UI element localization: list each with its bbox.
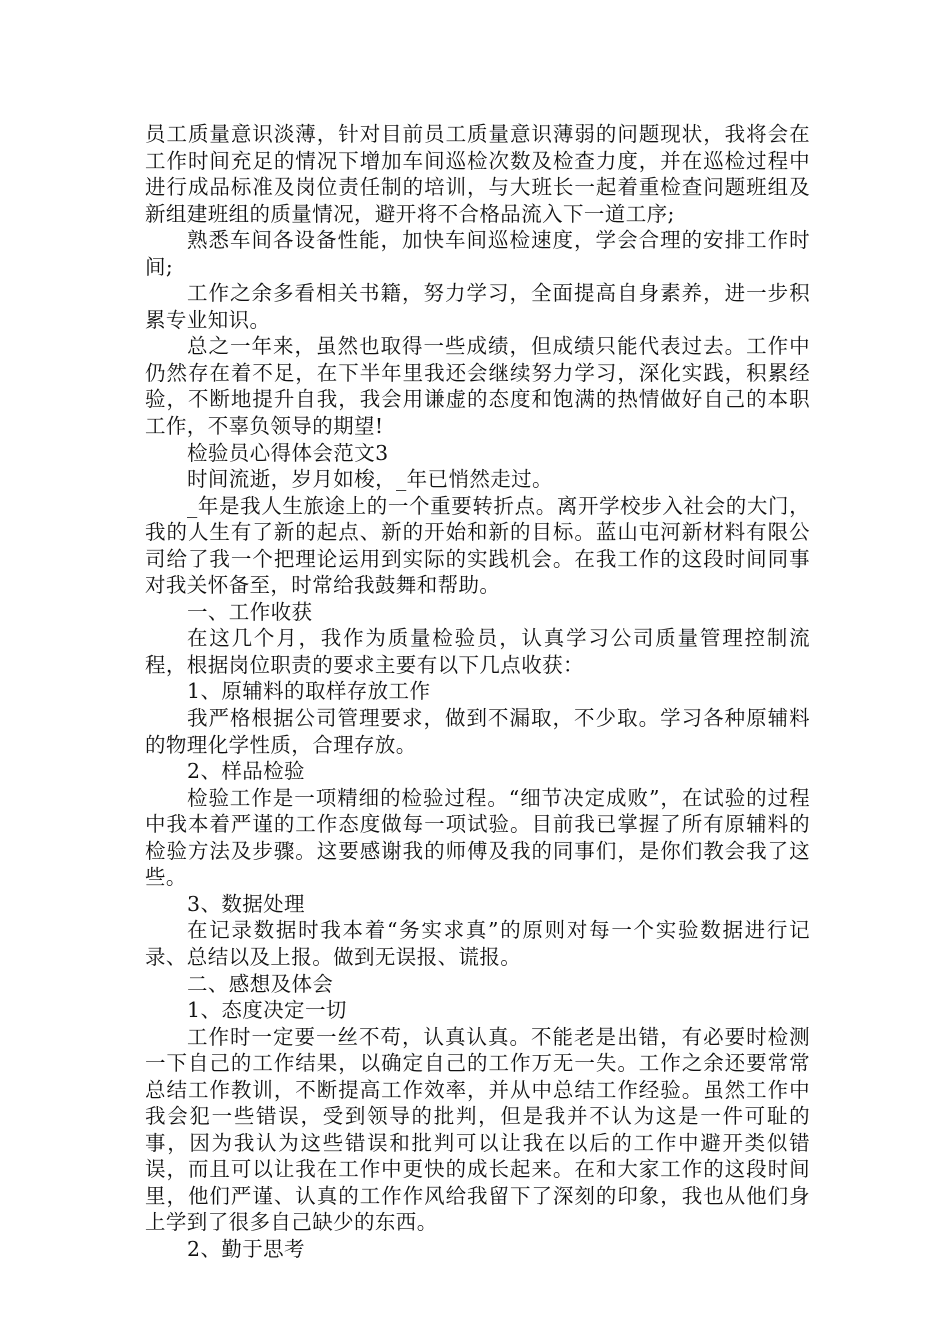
heading-work-gains: 一、工作收获 — [187, 599, 313, 624]
heading-attitude: 1、态度决定一切 — [187, 998, 347, 1023]
paragraph-gains-intro: 在这几个月，我作为质量检验员，认真学习公司质量管理控制流程，根据岗位职责的要求主要有以下几点收获： — [145, 626, 810, 677]
document-body — [145, 121, 810, 1263]
heading-sampling: 1、原辅料的取样存放工作 — [187, 679, 431, 704]
paragraph-data-processing: 在记录数据时我本着“务实求真”的原则对每一个实验数据进行记录、总结以及上报。做到无误报、谎报。 — [145, 918, 810, 969]
paragraph-study: 工作之余多看相关书籍，努力学习，全面提高自身素养，进一步积累专业知识。 — [145, 281, 810, 332]
paragraph-intro: 员工质量意识淡薄，针对目前员工质量意识薄弱的问题现状，我将会在工作时间充足的情况下增加车间巡检次数及检查力度，并在巡检过程中进行成品标准及岗位责任制的培训，与大班长一起着重检查问题班组及新组建班组的质量情况，避开将不合格品流入下一道工序; — [145, 122, 810, 226]
heading-thinking: 2、勤于思考 — [187, 1236, 305, 1261]
paragraph-sampling: 我严格根据公司管理要求，做到不漏取，不少取。学习各种原辅料的物理化学性质，合理存放。 — [145, 706, 810, 757]
paragraph-time: 时间流逝，岁月如梭，_年已悄然走过。 — [187, 467, 553, 492]
paragraph-summary: 总之一年来，虽然也取得一些成绩，但成绩只能代表过去。工作中仍然存在着不足，在下半年里我还会继续努力学习，深化实践，积累经验，不断地提升自我，我会用谦虚的态度和饱满的热情做好自己的本职工作，不辜负领导的期望! — [145, 334, 810, 439]
paragraph-attitude: 工作时一定要一丝不苟，认真认真。不能老是出错，有必要时检测一下自己的工作结果，以确定自己的工作万无一失。工作之余还要常常总结工作教训，不断提高工作效率，并从中总结工作经验。虽然工作中我会犯一些错误，受到领导的批判，但是我并不认为这是一件可耻的事，因为我认为这些错误和批判可以让我在以后的工作中避开类似错误，而且可以让我在工作中更快的成长起来。在和大家工作的这段时间里，他们严谨、认真的工作作风给我留下了深刻的印象，我也从他们身上学到了很多自己缺少的东西。 — [145, 1024, 810, 1235]
paragraph-turning-point: _年是我人生旅途上的一个重要转折点。离开学校步入社会的大门，我的人生有了新的起点、新的开始和新的目标。蓝山屯河新材料有限公司给了我一个把理论运用到实际的实践机会。在我工作的这段时间同事对我关怀备至，时常给我鼓舞和帮助。 — [145, 493, 810, 598]
section-title-sample-3: 检验员心得体会范文3 — [187, 440, 389, 465]
heading-data-processing: 3、数据处理 — [187, 891, 305, 916]
paragraph-sample-testing: 检验工作是一项精细的检验过程。“细节决定成败”，在试验的过程中我本着严谨的工作态度做每一项试验。目前我已掌握了所有原辅料的检验方法及步骤。这要感谢我的师傅及我的同事们，是你们教会我了这些。 — [145, 785, 810, 890]
paragraph-equipment: 熟悉车间各设备性能，加快车间巡检速度，学会合理的安排工作时间; — [145, 228, 810, 279]
heading-sample-testing: 2、样品检验 — [187, 759, 305, 784]
heading-reflections: 二、感想及体会 — [187, 971, 334, 996]
